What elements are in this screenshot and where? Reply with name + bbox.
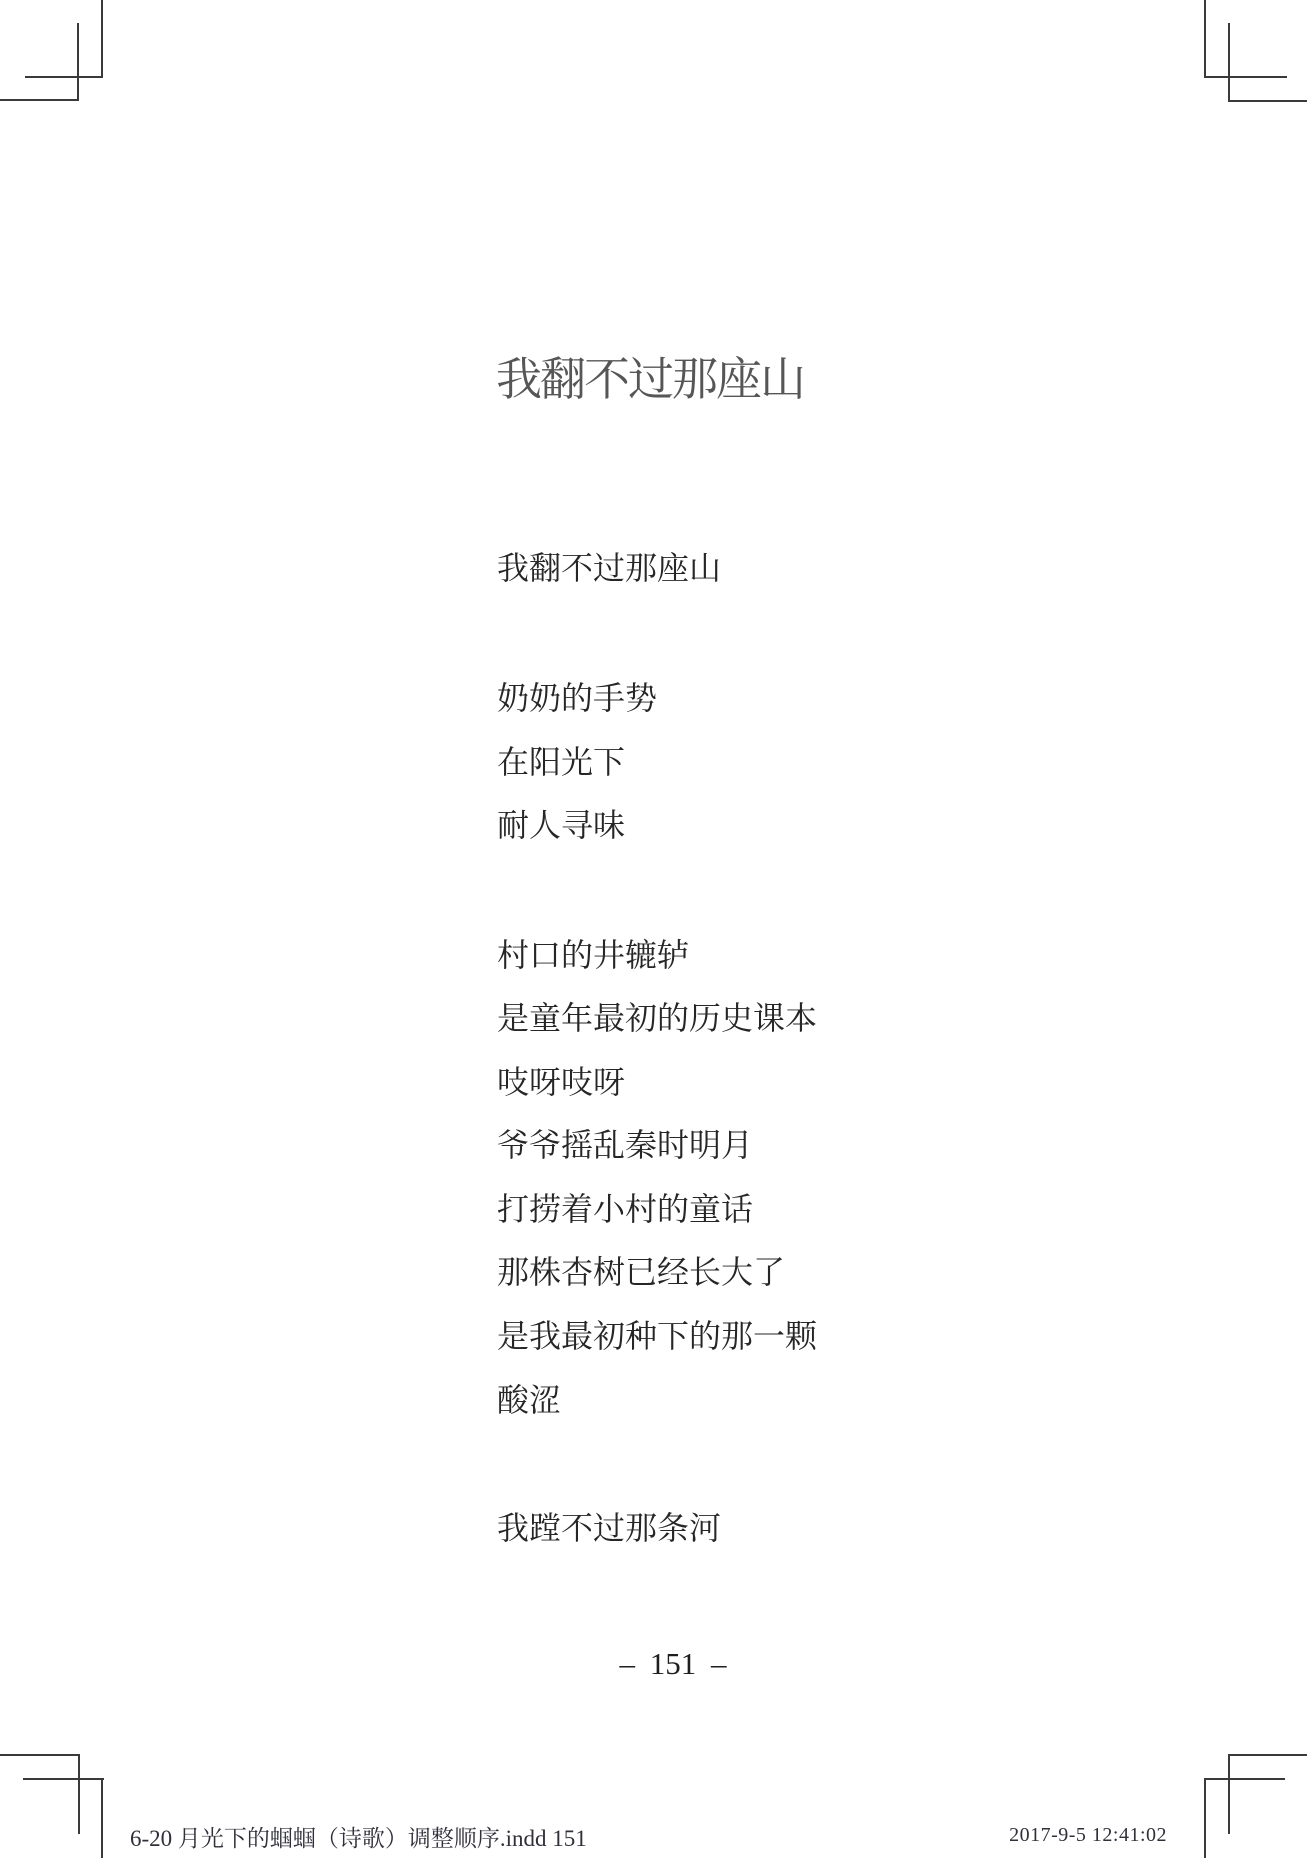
crop-mark-bottom-right-outer-vertical xyxy=(1228,1754,1230,1834)
crop-mark-top-left-outer-vertical xyxy=(101,0,103,78)
poem-line: 打捞着小村的童话 xyxy=(497,1191,754,1227)
poem-line: 是我最初种下的那一颗 xyxy=(497,1318,818,1354)
poem-line: 在阳光下 xyxy=(497,744,626,780)
crop-mark-top-left-inner-vertical xyxy=(77,23,79,101)
poem-line: 酸涩 xyxy=(497,1382,562,1418)
poem-line: 那株杏树已经长大了 xyxy=(497,1254,786,1290)
crop-mark-bottom-right-inner-vertical xyxy=(1204,1778,1206,1858)
poem-line: 村口的井辘轳 xyxy=(497,937,690,973)
poem-line: 爷爷摇乱秦时明月 xyxy=(497,1127,754,1163)
crop-mark-bottom-left-outer-vertical xyxy=(78,1754,80,1834)
poem-line: 奶奶的手势 xyxy=(497,680,658,716)
page-number: – 151 – xyxy=(619,1646,727,1681)
poem-title: 我翻不过那座山 xyxy=(496,353,804,405)
footer-timestamp: 2017-9-5 12:41:02 xyxy=(1009,1824,1167,1846)
crop-mark-top-left-outer-horizontal xyxy=(25,76,103,78)
crop-mark-top-right-inner-horizontal xyxy=(1228,100,1307,102)
crop-mark-top-right-outer-vertical xyxy=(1204,0,1206,78)
poem-line: 耐人寻味 xyxy=(497,807,626,843)
poem-line: 吱呀吱呀 xyxy=(497,1064,626,1100)
footer-filename: 6-20 月光下的蝈蝈（诗歌）调整顺序.indd 151 xyxy=(130,1826,587,1851)
crop-mark-bottom-left-outer-horizontal xyxy=(0,1754,80,1756)
poem-line: 我翻不过那座山 xyxy=(497,550,722,586)
poem-line: 我蹚不过那条河 xyxy=(497,1510,722,1546)
crop-mark-top-right-outer-horizontal xyxy=(1204,76,1287,78)
crop-mark-bottom-left-inner-vertical xyxy=(101,1778,103,1858)
crop-mark-bottom-right-inner-horizontal xyxy=(1204,1778,1285,1780)
crop-mark-bottom-right-outer-horizontal xyxy=(1228,1754,1307,1756)
crop-mark-top-left-inner-horizontal xyxy=(0,99,79,101)
poem-line: 是童年最初的历史课本 xyxy=(497,1000,818,1036)
crop-mark-top-right-inner-vertical xyxy=(1228,23,1230,102)
crop-mark-bottom-left-inner-horizontal xyxy=(23,1778,104,1780)
